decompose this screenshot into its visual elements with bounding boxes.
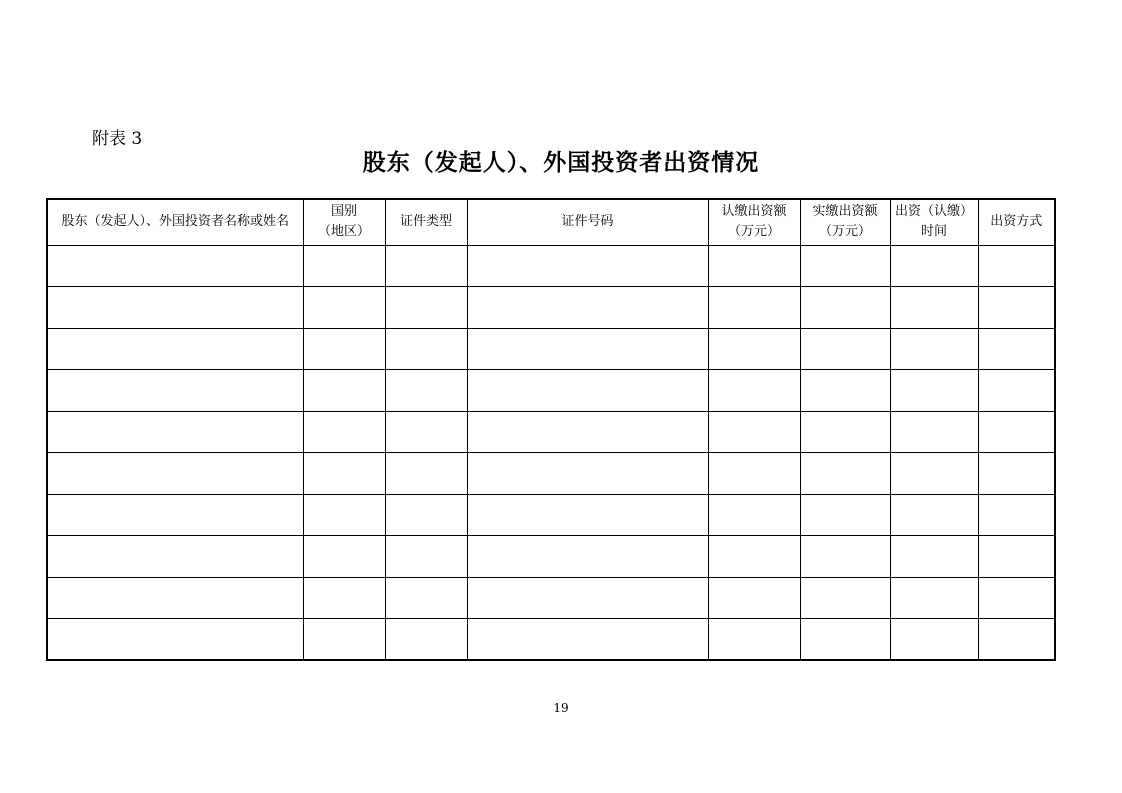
page-title: 股东（发起人）、外国投资者出资情况	[362, 149, 760, 176]
table-row	[47, 536, 1055, 578]
table-cell	[800, 453, 890, 495]
table-cell	[978, 370, 1055, 412]
shareholder-contribution-table	[46, 198, 1056, 661]
table-cell	[467, 287, 708, 329]
header-subscribed-amount: 认缴出资额 （万元）	[708, 199, 800, 245]
table-cell	[467, 619, 708, 661]
table-cell	[708, 619, 800, 661]
table-row	[47, 245, 1055, 287]
table-cell	[800, 245, 890, 287]
table-cell	[978, 328, 1055, 370]
header-id-number: 证件号码	[467, 199, 708, 245]
table-cell	[47, 453, 303, 495]
table-cell	[978, 536, 1055, 578]
table-cell	[800, 411, 890, 453]
table-cell	[303, 245, 385, 287]
table-cell	[467, 411, 708, 453]
table-cell	[303, 577, 385, 619]
table-cell	[890, 245, 978, 287]
table-cell	[708, 577, 800, 619]
table-cell	[47, 287, 303, 329]
header-contribution-method: 出资方式	[978, 199, 1055, 245]
table-cell	[978, 245, 1055, 287]
table-row	[47, 453, 1055, 495]
table-cell	[385, 494, 467, 536]
table-cell	[385, 619, 467, 661]
table-cell	[385, 536, 467, 578]
table-header-row	[47, 199, 1055, 245]
header-country-region: 国别 （地区）	[303, 199, 385, 245]
table-cell	[303, 494, 385, 536]
table-cell	[978, 453, 1055, 495]
table-cell	[978, 494, 1055, 536]
table-cell	[303, 328, 385, 370]
table-cell	[890, 619, 978, 661]
table-cell	[890, 370, 978, 412]
table-cell	[47, 245, 303, 287]
table-row	[47, 328, 1055, 370]
table-cell	[978, 411, 1055, 453]
table-cell	[800, 536, 890, 578]
table-cell	[47, 370, 303, 412]
table-cell	[708, 370, 800, 412]
table-cell	[467, 536, 708, 578]
table-cell	[47, 411, 303, 453]
table-cell	[385, 287, 467, 329]
table-cell	[47, 328, 303, 370]
table-cell	[385, 453, 467, 495]
table-cell	[978, 577, 1055, 619]
page-number: 19	[553, 701, 569, 715]
header-paid-amount: 实缴出资额 （万元）	[800, 199, 890, 245]
header-id-type: 证件类型	[385, 199, 467, 245]
table-cell	[800, 328, 890, 370]
table-cell	[800, 619, 890, 661]
table-cell	[467, 494, 708, 536]
table-row	[47, 287, 1055, 329]
table-cell	[303, 287, 385, 329]
header-contribution-time: 出资（认缴） 时间	[890, 199, 978, 245]
table-row	[47, 370, 1055, 412]
table-cell	[303, 536, 385, 578]
table-cell	[303, 619, 385, 661]
table-cell	[708, 245, 800, 287]
table-cell	[303, 411, 385, 453]
table-cell	[467, 453, 708, 495]
table-cell	[978, 619, 1055, 661]
table-cell	[385, 577, 467, 619]
table-cell	[467, 370, 708, 412]
table-cell	[303, 453, 385, 495]
table-cell	[467, 245, 708, 287]
table-row	[47, 577, 1055, 619]
table-cell	[708, 536, 800, 578]
table-cell	[890, 577, 978, 619]
table-cell	[467, 577, 708, 619]
table-cell	[708, 453, 800, 495]
table-cell	[467, 328, 708, 370]
table-cell	[978, 287, 1055, 329]
table-cell	[385, 370, 467, 412]
table-cell	[890, 494, 978, 536]
table-cell	[385, 245, 467, 287]
table-row	[47, 494, 1055, 536]
table-cell	[800, 370, 890, 412]
header-shareholder-name: 股东（发起人）、外国投资者名称或姓名	[47, 199, 303, 245]
table-cell	[47, 494, 303, 536]
table-cell	[890, 536, 978, 578]
table-cell	[800, 287, 890, 329]
table-cell	[890, 453, 978, 495]
table-cell	[890, 328, 978, 370]
table-cell	[708, 328, 800, 370]
table-row	[47, 619, 1055, 661]
table-cell	[47, 619, 303, 661]
table-row	[47, 411, 1055, 453]
table-cell	[385, 411, 467, 453]
table-cell	[47, 577, 303, 619]
table-cell	[800, 494, 890, 536]
table-cell	[47, 536, 303, 578]
table-cell	[303, 370, 385, 412]
table-cell	[890, 411, 978, 453]
table-cell	[890, 287, 978, 329]
table-cell	[385, 328, 467, 370]
table-cell	[708, 287, 800, 329]
table-cell	[708, 411, 800, 453]
table-cell	[800, 577, 890, 619]
table-cell	[708, 494, 800, 536]
appendix-label: 附表 3	[92, 129, 143, 149]
